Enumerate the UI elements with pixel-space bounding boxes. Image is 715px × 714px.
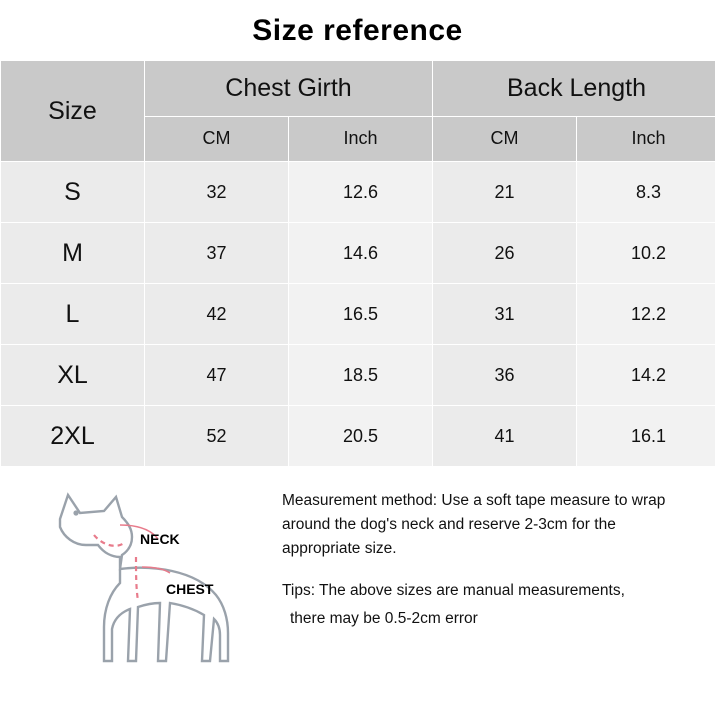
dog-silhouette-icon (24, 483, 264, 673)
header-back-inch: Inch (577, 116, 715, 161)
chest-measure-line (136, 557, 138, 601)
cell-chest-inch: 12.6 (289, 162, 433, 223)
header-chest-inch: Inch (289, 116, 433, 161)
cell-chest-inch: 18.5 (289, 345, 433, 406)
header-chest-girth: Chest Girth (145, 61, 433, 117)
header-chest-cm: CM (145, 116, 289, 161)
cell-chest-cm: 32 (145, 162, 289, 223)
cell-back-inch: 14.2 (577, 345, 715, 406)
row-size-label: 2XL (1, 406, 145, 467)
table-row (1, 345, 715, 406)
row-size-label: S (1, 162, 145, 223)
cell-chest-cm: 37 (145, 223, 289, 284)
cell-back-inch: 10.2 (577, 223, 715, 284)
page-title: Size reference (0, 14, 715, 48)
row-size-label: L (1, 284, 145, 345)
cell-back-cm: 26 (433, 223, 577, 284)
size-reference-page (0, 14, 715, 714)
size-reference-table (0, 60, 715, 467)
table-row (1, 406, 715, 467)
chest-label: CHEST (166, 581, 213, 597)
row-size-label: M (1, 223, 145, 284)
cell-chest-cm: 47 (145, 345, 289, 406)
neck-label: NECK (140, 531, 180, 547)
header-back-length: Back Length (433, 61, 715, 117)
cell-back-cm: 31 (433, 284, 577, 345)
table-header-row-1 (1, 61, 715, 117)
dog-measurement-diagram (24, 483, 264, 673)
cell-back-cm: 36 (433, 345, 577, 406)
cell-chest-cm: 42 (145, 284, 289, 345)
bottom-section (0, 477, 715, 687)
row-size-label: XL (1, 345, 145, 406)
notes-block (282, 489, 694, 645)
cell-back-cm: 41 (433, 406, 577, 467)
table-row (1, 162, 715, 223)
header-size: Size (1, 61, 145, 162)
cell-back-inch: 16.1 (577, 406, 715, 467)
cell-back-cm: 21 (433, 162, 577, 223)
cell-chest-inch: 20.5 (289, 406, 433, 467)
header-back-cm: CM (433, 116, 577, 161)
tips-line-2: there may be 0.5-2cm error (282, 607, 694, 631)
table-row (1, 284, 715, 345)
cell-chest-inch: 16.5 (289, 284, 433, 345)
cell-chest-inch: 14.6 (289, 223, 433, 284)
cell-chest-cm: 52 (145, 406, 289, 467)
dog-outline (60, 495, 228, 661)
tips-line-1: Tips: The above sizes are manual measurements, (282, 579, 694, 603)
table-row (1, 223, 715, 284)
measurement-method-text: Measurement method: Use a soft tape measure to wrap around the dog's neck and reserve 2-3cm for the appropriate size. (282, 489, 694, 561)
dog-eye-icon (73, 510, 78, 515)
cell-back-inch: 8.3 (577, 162, 715, 223)
cell-back-inch: 12.2 (577, 284, 715, 345)
